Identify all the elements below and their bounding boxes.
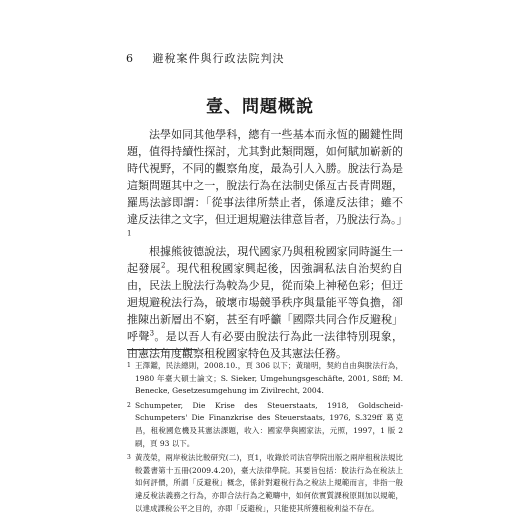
footnote-text: 王澤鑑，民法總則，2008.10.，頁 306 以下；黃瑞明，契約自由與脫法行為，1980 年臺大碩士論文；S. Sieker, Umgehungsgeschäfte, 2001, S8ff; M. Benecke, Gesetzesumgehung im Zivilrecht, 2004. <box>135 361 403 396</box>
running-header <box>126 50 285 66</box>
footnote-separator <box>127 349 197 350</box>
footnote-ref-3: 3 <box>149 329 155 338</box>
paragraph-1 <box>127 126 408 245</box>
paragraph-2-text-a: 根據熊彼德說法，現代國家乃與租稅國家同時誕生一起發展 <box>127 245 403 275</box>
paragraph-2-text-b: 。現代租稅國家興起後，因強調私法自治契約自由，民法上脫法行為較為少見，從而染上神秘色彩；但迂迴規避稅法行為，破壞市場競爭秩序與量能平等負擔，卻推陳出新層出不窮，甚至有呼籲「國際共同合作反避稅」呼聲 <box>127 262 404 343</box>
footnote <box>127 452 403 515</box>
footnote-text: Schumpeter, Die Krise des Steuerstaats, 1918, Goldscheid-Schumpeters' Die Finanzkrise des Steuerstaats, 1976, S.329ff 葛克昌，租稅國危機及其憲法課題，收入：國家學與國家法，元照，1997，1 版 2 刷，頁 93 以下。 <box>135 400 403 448</box>
paragraph-2-text-c: 。是以吾人有必要由脫法行為此一法律特別現象，由憲法角度觀察租稅國家特色及其憲法任務。 <box>127 330 404 360</box>
footnotes <box>127 360 403 517</box>
footnote-ref-1: 1 <box>127 229 132 238</box>
footnote-number: 3 <box>127 454 131 462</box>
footnote-number: 2 <box>127 401 131 409</box>
footnote-number: 1 <box>127 362 131 369</box>
paragraph-1-text: 法學如同其他學科，總有一些基本而永恆的關鍵性問題，值得持續性探討，尤其對此類問題，如何賦加嶄新的時代視野，不同的觀察角度，最為引人入勝。脫法行為是這類問題其中之一，脫法行為在法制史係亙古長青問題，羅馬法諺即謂：「從事法律所禁止者，係違反法律；雖不違反法律之文字，但迂迴規避法律意旨者，乃脫法行為。」 <box>127 128 408 226</box>
running-title: 避稅案件與行政法院判決 <box>152 52 285 65</box>
footnote-ref-2: 2 <box>160 261 166 270</box>
footnote <box>127 400 403 450</box>
footnote <box>127 360 403 398</box>
footnote-text: 黃茂榮，兩岸稅法比較研究(二)，頁1，收錄於司法官學院出版之兩岸租稅法規比較叢書第十五冊(2009.4.20)，臺大法律學院。其要旨包括：脫法行為在稅法上如何評價，所謂「反避稅」概念，係針對避稅行為之稅法上規範而言，非指一般違反稅法義務之行為，亦即合法行為之範疇中，如何依實質課稅原則加以規範，以達成課稅公平之目的，亦即「反避稅」，只能使其所獲租稅利益不存在。 <box>135 453 403 513</box>
section-title: 壹、問題概說 <box>206 97 314 117</box>
paragraph-2 <box>127 243 403 362</box>
page-number: 6 <box>126 52 134 65</box>
